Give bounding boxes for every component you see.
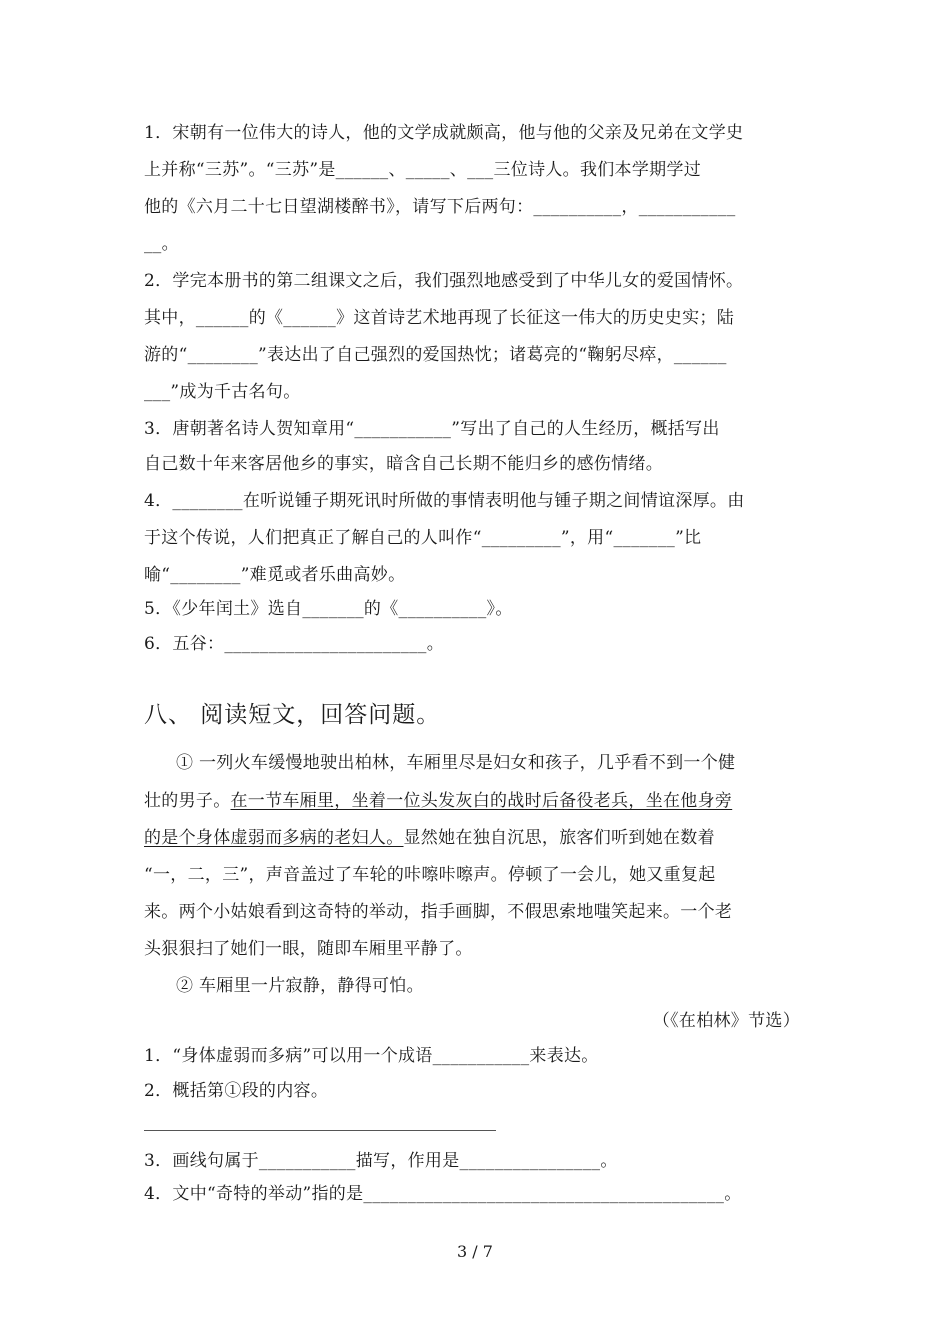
passage-p1-line6: 头狠狠扫了她们一眼，随即车厢里平静了。: [144, 939, 473, 959]
section-heading: 八、 阅读短文，回答问题。: [144, 702, 441, 728]
reading-q3: 3．画线句属于___________描写，作用是________________。: [144, 1151, 618, 1171]
answer-line: [144, 1130, 496, 1131]
passage-source: （《在柏林》节选）: [652, 1011, 800, 1031]
fill-q2-line4: ___”成为千古名句。: [144, 382, 301, 402]
fill-q1-line4: __。: [144, 234, 179, 254]
underlined-sentence: 在一节车厢里，坐着一位头发灰白的战时后备役老兵，坐在他身旁: [230, 791, 733, 811]
passage-p1-line2: [144, 790, 804, 812]
passage-text: 显然她在独自沉思，旅客们听到她在数着: [403, 828, 715, 848]
fill-q4-line1: 4．________在听说锺子期死讯时所做的事情表明他与锺子期之间情谊深厚。由: [144, 491, 745, 511]
fill-q4-line3: 喻“________”难觅或者乐曲高妙。: [144, 565, 406, 585]
passage-text: 壮的男子。: [144, 791, 231, 811]
passage-p2: ② 车厢里一片寂静，静得可怕。: [176, 976, 424, 996]
fill-q1-line2: 上并称“三苏”。“三苏”是______、_____、___三位诗人。我们本学期学过: [144, 160, 702, 180]
page-number: 3 / 7: [457, 1242, 493, 1261]
fill-q2-line1: 2．学完本册书的第二组课文之后，我们强烈地感受到了中华儿女的爱国情怀。: [144, 271, 744, 291]
fill-q2-line2: 其中，______的《______》这首诗艺术地再现了长征这一伟大的历史史实；陆: [144, 308, 734, 328]
passage-p1-line3: [144, 827, 804, 849]
fill-q3-line1: 3．唐朝著名诗人贺知章用“___________”写出了自己的人生经历，概括写出: [144, 419, 720, 439]
underlined-sentence: 的是个身体虚弱而多病的老妇人。: [144, 828, 404, 848]
passage-p1-line4: “一，二，三”，声音盖过了车轮的咔嚓咔嚓声。停顿了一会儿，她又重复起: [144, 865, 716, 885]
passage-p1-line1: ① 一列火车缓慢地驶出柏林，车厢里尽是妇女和孩子，几乎看不到一个健: [176, 753, 736, 773]
reading-q2: 2．概括第①段的内容。: [144, 1081, 329, 1101]
fill-q5: 5．《少年闰土》选自_______的《__________》。: [144, 599, 513, 619]
fill-q2-line3: 游的“________”表达出了自己强烈的爱国热忱；诸葛亮的“鞠躬尽瘁，______: [144, 345, 727, 365]
fill-q1-line3: 他的《六月二十七日望湖楼醉书》，请写下后两句：__________，___________: [144, 197, 736, 217]
fill-q3-line2: 自己数十年来客居他乡的事实，暗含自己长期不能归乡的感伤情绪。: [144, 454, 663, 474]
fill-q4-line2: 于这个传说，人们把真正了解自己的人叫作“_________”，用“_______”比: [144, 528, 702, 548]
fill-q1-line1: 1．宋朝有一位伟大的诗人，他的文学成就颇高，他与他的父亲及兄弟在文学史: [144, 123, 744, 143]
reading-q1: 1．“身体虚弱而多病”可以用一个成语___________来表达。: [144, 1046, 599, 1066]
fill-q6: 6．五谷：_______________________。: [144, 634, 445, 654]
passage-p1-line5: 来。两个小姑娘看到这奇特的举动，指手画脚，不假思索地嗤笑起来。一个老: [144, 902, 733, 922]
reading-q4: 4．文中“奇特的举动”指的是_________________________________________。: [144, 1184, 742, 1204]
